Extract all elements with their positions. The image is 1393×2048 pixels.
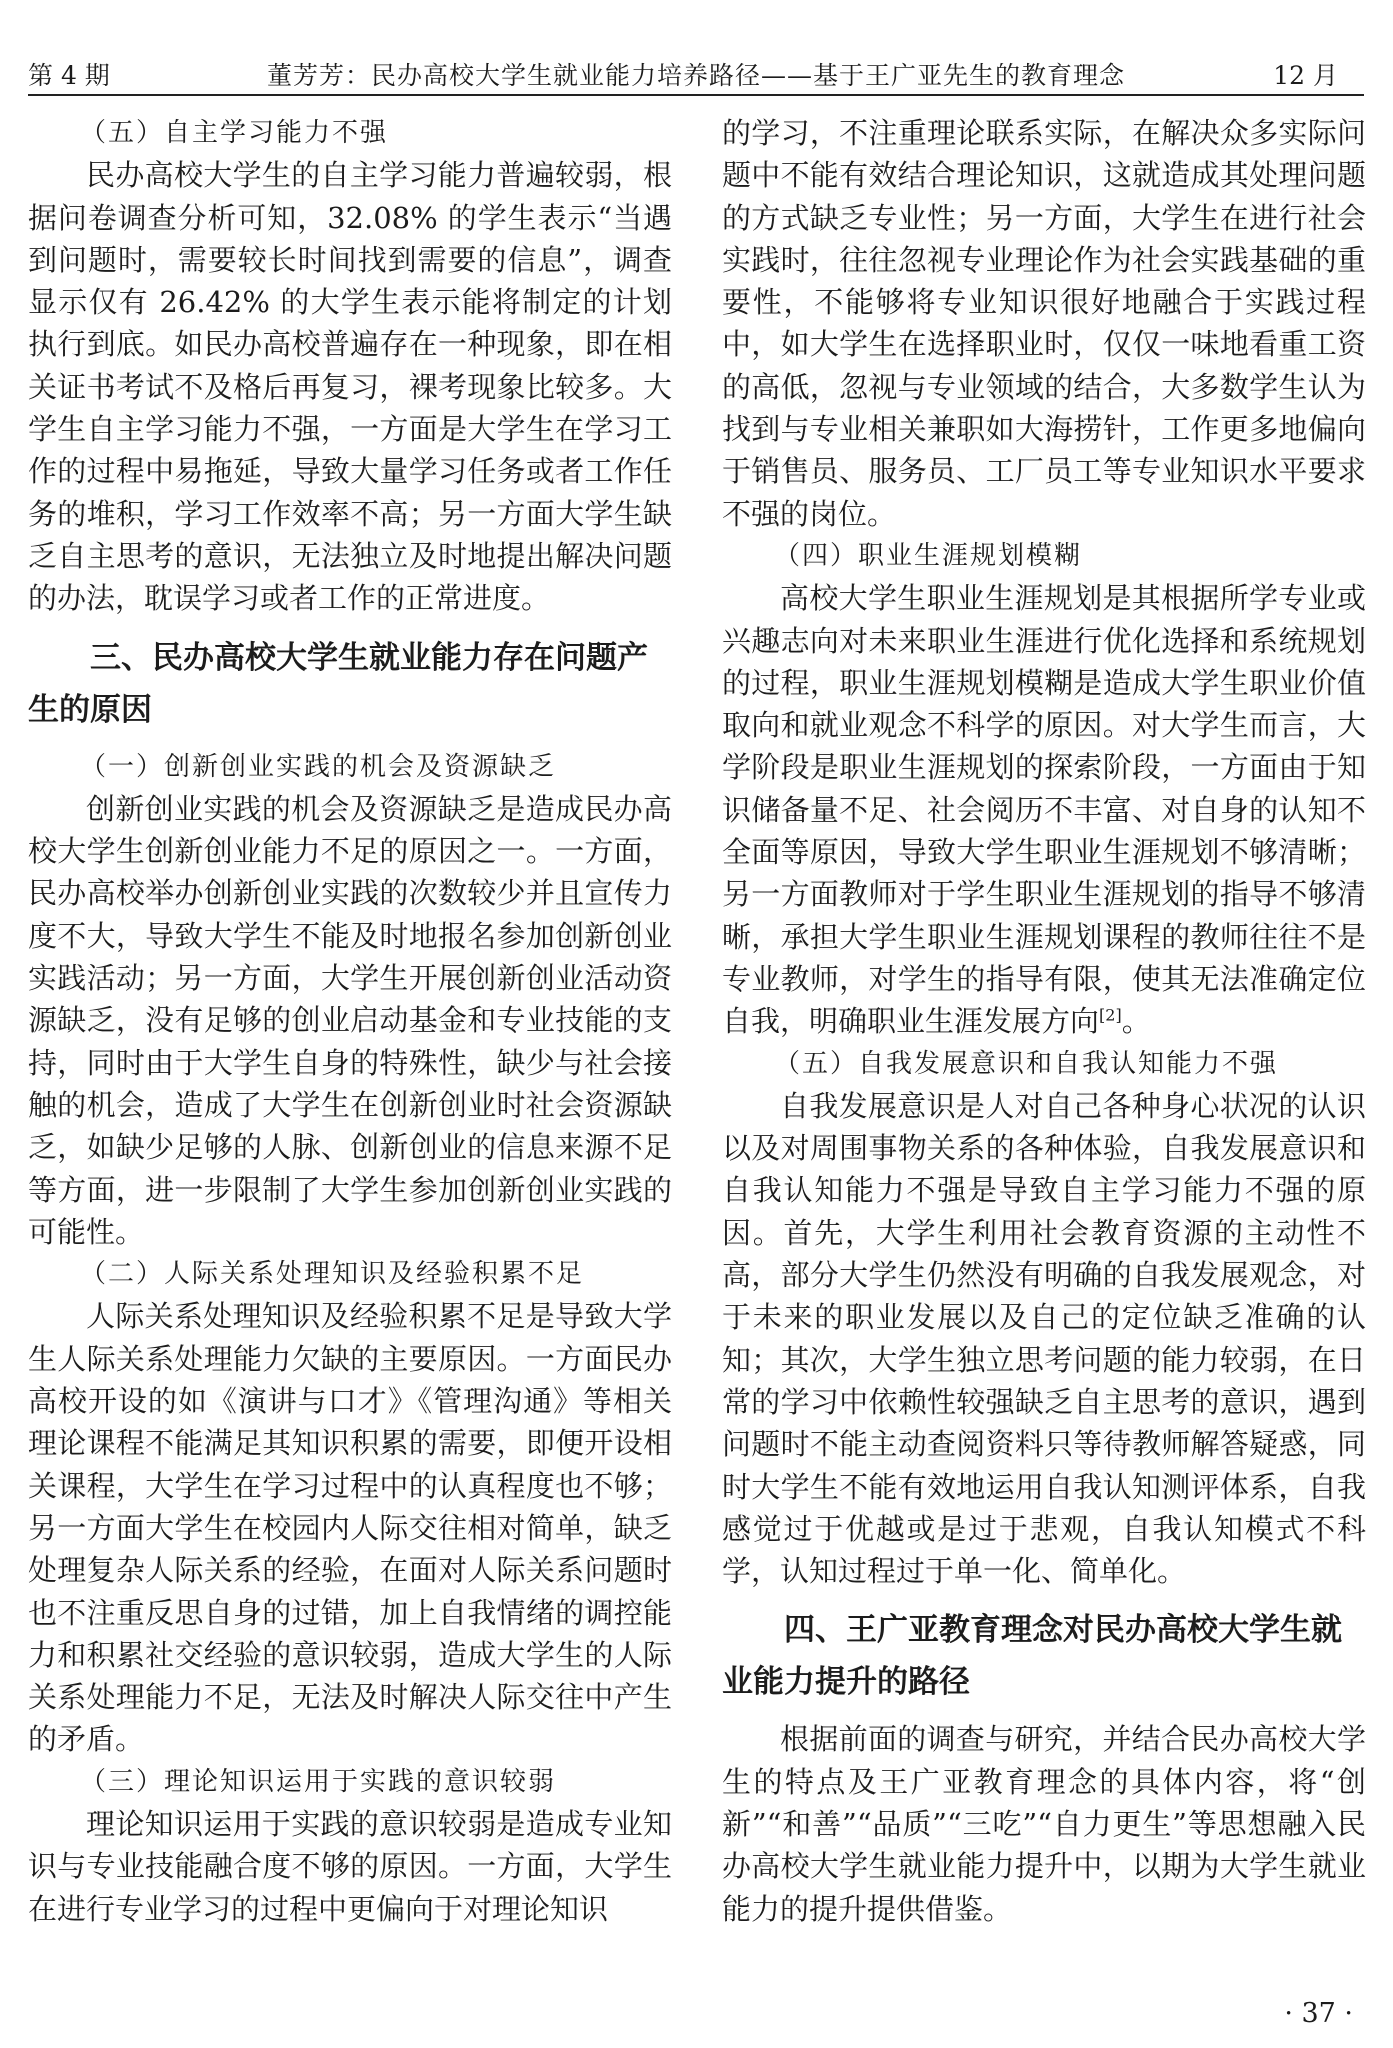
paragraph-continued: 的学习，不注重理论联系实际，在解决众多实际问题中不能有效结合理论知识，这就造成其处理问题的方式缺乏专业性；另一方面，大学生在进行社会实践时，往往忽视专业理论作为社会实践基础的重要性，不能够将专业知识很好地融合于实践过程中，如大学生在选择职业时，仅仅一味地看重工资的高低，忽视与专业领域的结合，大多数学生认为找到与专业相关兼职如大海捞针，工作更多地偏向于销售员、服务员、工厂员工等专业知识水平要求不强的岗位。: [722, 116, 1366, 531]
paragraph: 创新创业实践的机会及资源缺乏是造成民办高校大学生创新创业能力不足的原因之一。一方面，民办高校举办创新创业实践的次数较少并且宣传力度不大，导致大学生不能及时地报名参加创新创业实践活动；另一方面，大学生开展创新创业活动资源缺乏，没有足够的创业启动基金和专业技能的支持，同时由于大学生自身的特殊性，缺少与社会接触的机会，造成了大学生在创新创业时社会资源缺乏，如缺少足够的人脉、创新创业的信息来源不足等方面，进一步限制了大学生参加创新创业实践的可能性。: [28, 791, 672, 1249]
citation-ref: [2]: [1099, 1005, 1122, 1025]
paragraph: 人际关系处理知识及经验积累不足是导致大学生人际关系处理能力欠缺的主要原因。一方面民办高校开设的如《演讲与口才》《管理沟通》等相关理论课程不能满足其知识积累的需要，即便开设相关课程，大学生在学习过程中的认真程度也不够；另一方面大学生在校园内人际交往相对简单，缺乏处理复杂人际关系的经验，在面对人际关系问题时也不注重反思自身的过错，加上自我情绪的调控能力和积累社交经验的意识较弱，造成大学生的人际关系处理能力不足，无法及时解决人际交往中产生的矛盾。: [28, 1299, 672, 1757]
subsection-title: （三）理论知识运用于实践的意识较弱: [80, 1766, 557, 1797]
subsection-title: （五）自我发展意识和自我认知能力不强: [774, 1048, 1279, 1079]
subsection-title: （四）职业生涯规划模糊: [774, 540, 1083, 571]
issue-month: 12 月: [1273, 61, 1338, 90]
page-number: · 37 ·: [1284, 1998, 1353, 2029]
subsection-title: （五）自主学习能力不强: [80, 118, 389, 148]
running-header: [28, 52, 1364, 96]
subsection-title: （一）创新创业实践的机会及资源缺乏: [80, 751, 557, 782]
paragraph: 理论知识运用于实践的意识较弱是造成专业知识与专业技能融合度不够的原因。一方面，大学生在进行专业学习的过程中更偏向于对理论知识: [28, 1806, 672, 1926]
paragraph-text: 高校大学生职业生涯规划是其根据所学专业或兴趣志向对未来职业生涯进行优化选择和系统规划的过程，职业生涯规划模糊是造成大学生职业价值取向和就业观念不科学的原因。对大学生而言，大学阶段是职业生涯规划的探索阶段，一方面由于知识储备量不足、社会阅历不丰富、对自身的认知不全面等原因，导致大学生职业生涯规划不够清晰；另一方面教师对于学生职业生涯规划的指导不够清晰，承担大学生职业生涯规划课程的教师往往不是专业教师，对学生的指导有限，使其无法准确定位自我，明确职业生涯发展方向: [722, 581, 1366, 1039]
paragraph: 根据前面的调查与研究，并结合民办高校大学生的特点及王广亚教育理念的具体内容，将“创新”“和善”“品质”“三吃”“自力更生”等思想融入民办高校大学生就业能力提升中，以期为大学生就业能力的提升提供借鉴。: [722, 1722, 1366, 1926]
issue-number: 第 4 期: [28, 61, 110, 90]
paragraph: 民办高校大学生的自主学习能力普遍较弱，根据问卷调查分析可知，32.08% 的学生表示“当遇到问题时，需要较长时间找到需要的信息”，调查显示仅有 26.42% 的大学生表示能将制定的计划执行到底。如民办高校普遍存在一种现象，即在相关证书考试不及格后再复习，裸考现象比较多。大学生自主学习能力不强，一方面是大学生在学习工作的过程中易拖延，导致大量学习任务或者工作任务的堆积，学习工作效率不高；另一方面大学生缺乏自主思考的意识，无法独立及时地提出解决问题的办法，耽误学习或者工作的正常进度。: [28, 158, 672, 616]
subsection-title: （二）人际关系处理知识及经验积累不足: [80, 1259, 585, 1290]
paragraph: [722, 577, 1366, 1042]
left-column: [28, 112, 672, 1930]
running-title: 董芳芳：民办高校大学生就业能力培养路径——基于王广亚先生的教育理念: [266, 61, 1125, 90]
section-title: 四、王广亚教育理念对民办高校大学生就业能力提升的路径: [722, 1612, 1342, 1701]
right-column: [722, 112, 1366, 1930]
paragraph: 自我发展意识是人对自己各种身心状况的认识以及对周围事物关系的各种体验，自我发展意识和自我认知能力不强是导致自主学习能力不强的原因。首先，大学生利用社会教育资源的主动性不高，部分大学生仍然没有明确的自我发展观念，对于未来的职业发展以及自己的定位缺乏准确的认知；其次，大学生独立思考问题的能力较弱，在日常的学习中依赖性较强缺乏自主思考的意识，遇到问题时不能主动查阅资料只等待教师解答疑惑，同时大学生不能有效地运用自我认知测评体系，自我感觉过于优越或是过于悲观，自我认知模式不科学，认知过程过于单一化、简单化。: [722, 1088, 1366, 1589]
paragraph-end: 。: [1121, 1004, 1151, 1039]
section-title: 三、民办高校大学生就业能力存在问题产生的原因: [28, 639, 648, 728]
